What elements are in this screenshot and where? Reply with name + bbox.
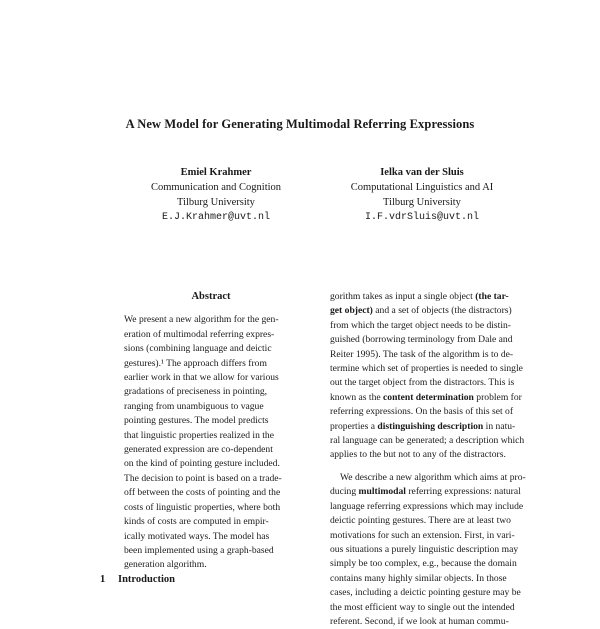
author-block-2	[312, 165, 532, 225]
text-line	[330, 405, 514, 419]
abstract-line: generation algorithm.	[124, 559, 207, 571]
abstract-heading: Abstract	[191, 291, 231, 302]
abstract-line: that linguistic properties realized in the	[124, 429, 274, 441]
text-line	[330, 572, 510, 586]
abstract-line: The decision to point is based on a trade-	[124, 472, 282, 484]
text-run: cases, including a deictic pointing gesture may be	[330, 587, 521, 599]
text-run: deictic pointing gestures. There are at least two	[330, 515, 511, 527]
text-run: referent. Second, if we look at human commu-	[330, 615, 509, 627]
right-column-text	[330, 290, 526, 629]
abstract-line: kinds of costs are computed in empir-	[124, 516, 269, 528]
section-number: 1	[100, 574, 106, 585]
text-run: ous situations a purely linguistic description may	[330, 543, 519, 555]
text-run: We describe a new algorithm which aims at pro-	[340, 471, 526, 483]
text-run: properties a	[330, 420, 378, 432]
text-run: applies to the but not to any of the distractors.	[330, 449, 506, 461]
text-run: and a set of objects (the distractors)	[372, 305, 512, 317]
author-institution: Tilburg University	[383, 197, 461, 208]
text-run: out the target object from the distractors. This is	[330, 377, 515, 389]
text-run: contains many highly similar objects. In those	[330, 572, 507, 584]
paragraph	[330, 471, 526, 629]
text-line	[330, 557, 517, 571]
text-run: motivations for such an extension. First, in vari-	[330, 529, 515, 541]
abstract-line: off between the costs of pointing and the	[124, 487, 281, 499]
text-run: gorithm takes as input a single object	[330, 291, 476, 302]
text-run: problem for	[473, 391, 522, 403]
bold-term: (the tar-	[475, 291, 509, 302]
text-line	[330, 304, 510, 318]
abstract-line: sions (combining language and deictic	[124, 343, 272, 355]
text-line	[330, 290, 510, 304]
abstract-line: ranging from unambiguous to vague	[124, 400, 264, 412]
abstract-line: ically motivated ways. The model has	[124, 530, 270, 542]
text-line	[330, 601, 515, 615]
text-line	[330, 319, 510, 333]
author-email: I.F.vdrSluis@uvt.nl	[364, 212, 480, 223]
section-heading-introduction	[100, 574, 175, 585]
text-line	[330, 471, 526, 485]
abstract-line: earlier work in that we allow for various	[124, 372, 279, 384]
abstract-line: generated expression are co-dependent	[124, 444, 273, 456]
text-line	[330, 586, 521, 600]
text-run: guished (borrowing terminology from Dale and	[330, 334, 513, 346]
text-run: from which the target object needs to be distin-	[330, 319, 511, 331]
author-name: Ielka van der Sluis	[380, 167, 464, 178]
text-line	[330, 514, 510, 528]
abstract-line: We present a new algorithm for the gen-	[124, 314, 279, 326]
text-line	[330, 348, 514, 362]
bold-term: get object)	[330, 305, 373, 317]
author-name: Emiel Krahmer	[180, 167, 252, 178]
text-line	[330, 448, 510, 462]
text-run: simply be too complex, e.g., because the domain	[330, 558, 517, 570]
bold-term: content determination	[383, 391, 474, 403]
text-line	[330, 420, 516, 434]
author-block-1	[106, 165, 326, 225]
author-institution: Tilburg University	[177, 197, 255, 208]
author-affiliation: Communication and Cognition	[150, 182, 282, 193]
abstract-line: been implemented using a graph-based	[124, 544, 274, 556]
text-run: ducing	[330, 486, 359, 498]
text-line	[330, 485, 521, 499]
text-line	[330, 376, 515, 390]
text-line	[330, 333, 513, 347]
text-line	[330, 500, 524, 514]
bold-term: distinguishing description	[377, 420, 484, 432]
author-affiliation: Computational Linguistics and AI	[350, 182, 494, 193]
abstract-body	[124, 313, 298, 572]
abstract-line: pointing gestures. The model predicts	[124, 415, 269, 427]
text-run: in natu-	[483, 420, 516, 432]
text-run: termine which set of properties is needed to single	[330, 363, 523, 375]
abstract-line: gestures).¹ The approach differs from	[124, 357, 267, 369]
abstract-section	[124, 290, 298, 573]
text-line	[330, 391, 522, 405]
text-run: Reiter 1995). The task of the algorithm is to de-	[330, 348, 514, 360]
section-title: Introduction	[118, 574, 175, 585]
text-line	[330, 529, 515, 543]
author-email: E.J.Krahmer@uvt.nl	[161, 212, 271, 223]
paper-title: A New Model for Generating Multimodal Referring Expressions	[125, 117, 475, 131]
text-run: known as the	[330, 391, 384, 403]
text-run: referring expressions: natural	[405, 486, 521, 498]
abstract-line: eration of multimodal referring expres-	[124, 328, 275, 340]
abstract-line: gradations of preciseness in pointing,	[124, 386, 268, 398]
bold-term: multimodal	[358, 486, 406, 498]
text-run: the most efficient way to single out the intended	[330, 601, 515, 613]
text-line	[330, 362, 523, 376]
text-line	[330, 615, 510, 629]
text-line	[330, 434, 525, 448]
text-run: language referring expressions which may include	[330, 500, 524, 512]
text-line	[330, 543, 519, 557]
text-run: referring expressions. On the basis of this set of	[330, 406, 514, 418]
abstract-line: on the kind of pointing gesture included.	[124, 458, 280, 470]
text-run: ral language can be generated; a description which	[330, 435, 525, 447]
abstract-line: costs of linguistic properties, where both	[124, 501, 281, 513]
paragraph	[330, 290, 525, 463]
